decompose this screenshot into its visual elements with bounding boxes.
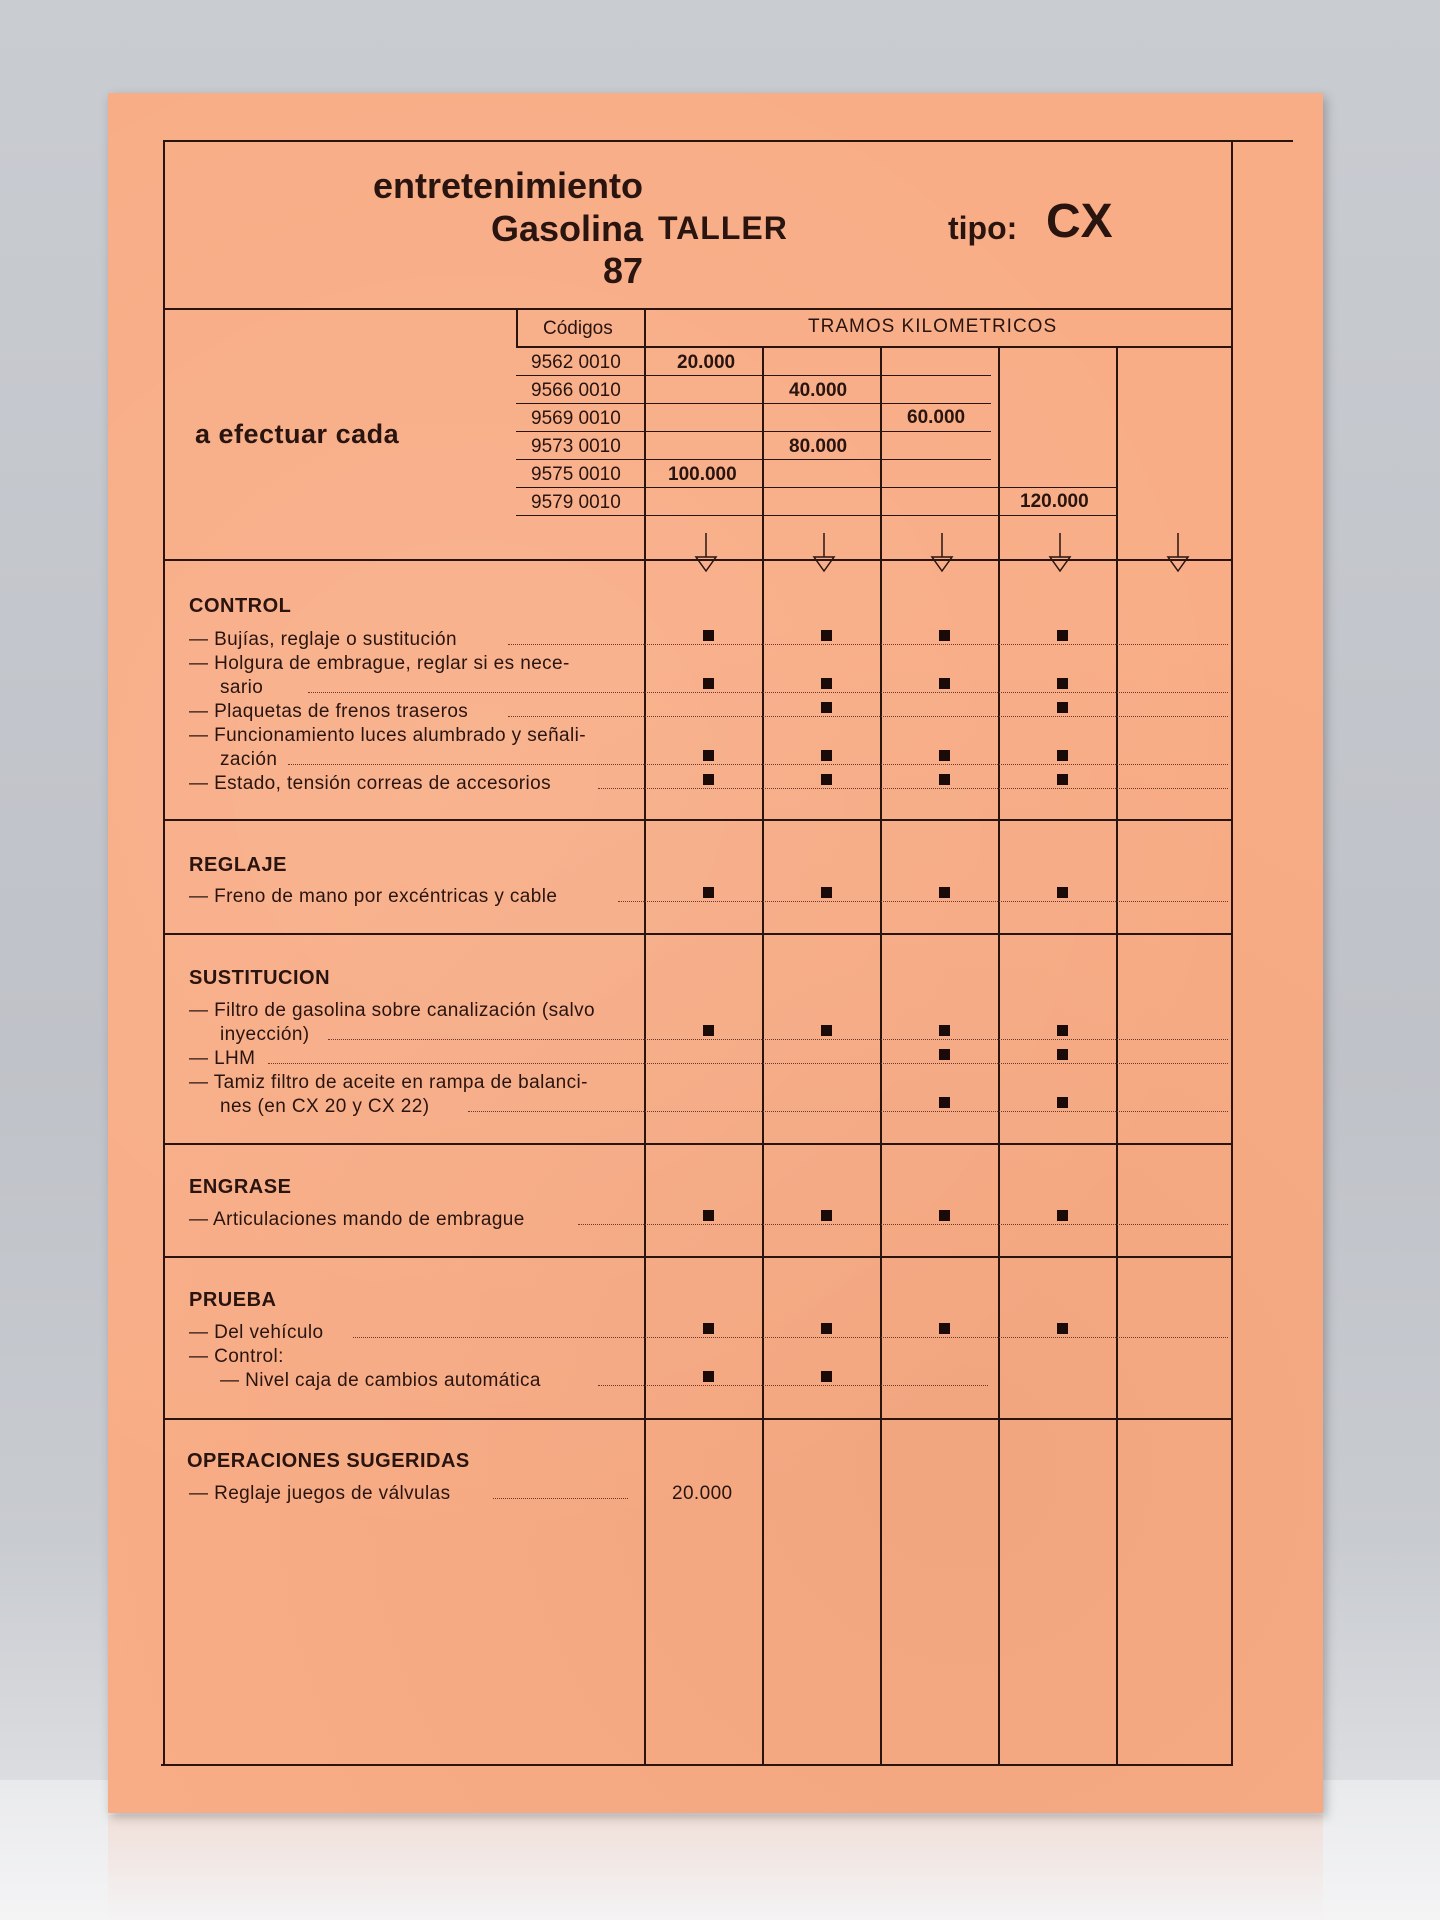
code-6: 9579 0010 — [531, 492, 621, 513]
dotted-leader — [598, 1385, 988, 1386]
control-item-3: — Plaquetas de frenos traseros — [189, 701, 469, 722]
row-line-3 — [516, 431, 991, 432]
check-mark — [703, 1210, 714, 1221]
code-3: 9569 0010 — [531, 408, 621, 429]
check-mark — [1057, 1210, 1068, 1221]
check-mark — [1057, 1025, 1068, 1036]
prueba-item-3: — Nivel caja de cambios automática — [220, 1370, 541, 1391]
check-mark — [939, 1025, 950, 1036]
dotted-leader — [578, 1224, 1228, 1225]
arrow-down-icon — [930, 533, 954, 575]
section-title-reglaje: REGLAJE — [189, 854, 287, 876]
control-item-1: — Bujías, reglaje o sustitución — [189, 629, 457, 650]
check-mark — [1057, 702, 1068, 713]
check-mark — [821, 1210, 832, 1221]
dotted-leader — [493, 1498, 628, 1499]
section-line-sustitucion — [163, 933, 1233, 935]
code-4: 9573 0010 — [531, 436, 621, 457]
check-mark — [821, 630, 832, 641]
check-mark — [821, 1371, 832, 1382]
km-40000: 40.000 — [789, 380, 848, 401]
codes-header: Códigos — [543, 318, 613, 339]
dotted-leader — [598, 788, 1228, 789]
section-title-sustitucion: SUSTITUCION — [189, 967, 331, 989]
codes-header-line — [516, 346, 1233, 348]
sustitucion-item-1b: inyección) — [220, 1024, 310, 1045]
codes-left — [516, 308, 518, 348]
check-mark — [939, 678, 950, 689]
dotted-leader — [268, 1063, 1228, 1064]
row-line-6 — [516, 515, 1116, 516]
control-item-4: — Funcionamiento luces alumbrado y señali- — [189, 725, 586, 746]
check-mark — [1057, 1097, 1068, 1108]
dotted-leader — [328, 1039, 1228, 1040]
km-60000: 60.000 — [907, 407, 966, 428]
codes-top — [516, 308, 1233, 310]
km-20000: 20.000 — [677, 352, 736, 373]
check-mark — [1057, 750, 1068, 761]
check-mark — [939, 774, 950, 785]
control-item-5: — Estado, tensión correas de accesorios — [189, 773, 551, 794]
prueba-item-2: — Control: — [189, 1346, 284, 1367]
section-title-control: CONTROL — [189, 595, 292, 617]
arrow-down-icon — [1048, 533, 1072, 575]
frame-bottom — [161, 1764, 1233, 1766]
dotted-leader — [468, 1111, 1228, 1112]
code-1: 9562 0010 — [531, 352, 621, 373]
km-120000: 120.000 — [1020, 491, 1089, 512]
section-title-engrase: ENGRASE — [189, 1176, 292, 1198]
check-mark — [939, 630, 950, 641]
check-mark — [821, 750, 832, 761]
sustitucion-item-2: — LHM — [189, 1048, 256, 1069]
dotted-leader — [618, 901, 1228, 902]
check-mark — [821, 1025, 832, 1036]
row-line-2 — [516, 403, 991, 404]
dotted-leader — [508, 644, 1228, 645]
check-mark — [1057, 1049, 1068, 1060]
sustitucion-item-1: — Filtro de gasolina sobre canalización (salvo — [189, 1000, 595, 1021]
section-title-prueba: PRUEBA — [189, 1289, 277, 1311]
check-mark — [939, 887, 950, 898]
check-mark — [821, 887, 832, 898]
check-mark — [703, 887, 714, 898]
check-mark — [1057, 1323, 1068, 1334]
check-mark — [939, 1323, 950, 1334]
check-mark — [939, 750, 950, 761]
code-2: 9566 0010 — [531, 380, 621, 401]
row-line-5 — [516, 487, 1116, 488]
check-mark — [939, 1210, 950, 1221]
check-mark — [1057, 774, 1068, 785]
prueba-item-1: — Del vehículo — [189, 1322, 324, 1343]
dotted-leader — [288, 764, 1228, 765]
title-line-2: Gasolina — [490, 208, 643, 249]
check-mark — [939, 1097, 950, 1108]
section-line-operaciones — [163, 1418, 1233, 1420]
control-item-4b: zación — [220, 749, 278, 770]
check-mark — [703, 750, 714, 761]
arrow-down-icon — [694, 533, 718, 575]
frame-top — [163, 140, 1293, 142]
check-mark — [703, 630, 714, 641]
km-100000: 100.000 — [668, 464, 737, 485]
operaciones-item-1: — Reglaje juegos de válvulas — [189, 1483, 451, 1504]
row-line-4 — [516, 459, 991, 460]
check-mark — [821, 1323, 832, 1334]
check-mark — [939, 1049, 950, 1060]
check-mark — [1057, 678, 1068, 689]
card-reflection — [108, 1815, 1323, 1920]
engrase-item-1: — Articulaciones mando de embrague — [189, 1209, 525, 1230]
a-efectuar-label: a efectuar cada — [195, 419, 400, 449]
maintenance-card — [108, 93, 1323, 1813]
check-mark — [1057, 887, 1068, 898]
reglaje-item-1: — Freno de mano por excéntricas y cable — [189, 886, 558, 907]
control-item-2b: sario — [220, 677, 264, 698]
arrow-down-icon — [1166, 533, 1190, 575]
taller-label: TALLER — [658, 210, 788, 246]
section-line-engrase — [163, 1143, 1233, 1145]
tipo-value: CX — [1046, 195, 1113, 248]
km-header: TRAMOS KILOMETRICOS — [808, 316, 1058, 337]
frame-right — [1231, 140, 1233, 1765]
row-line-1 — [516, 375, 991, 376]
dotted-leader — [308, 692, 1228, 693]
section-line-prueba — [163, 1256, 1233, 1258]
sustitucion-item-3b: nes (en CX 20 y CX 22) — [220, 1096, 430, 1117]
check-mark — [821, 678, 832, 689]
dotted-leader — [353, 1337, 1228, 1338]
title-line-3: 87 — [602, 250, 643, 291]
check-mark — [703, 678, 714, 689]
arrow-down-icon — [812, 533, 836, 575]
sustitucion-item-3: — Tamiz filtro de aceite en rampa de balanci- — [189, 1072, 588, 1093]
section-title-operaciones: OPERACIONES SUGERIDAS — [187, 1450, 470, 1472]
col-line-1 — [644, 308, 646, 1765]
dotted-leader — [508, 716, 1228, 717]
check-mark — [703, 774, 714, 785]
control-item-2: — Holgura de embrague, reglar si es nece- — [189, 653, 570, 674]
tipo-label: tipo: — [948, 210, 1018, 246]
section-line-reglaje — [163, 819, 1233, 821]
km-80000: 80.000 — [789, 436, 848, 457]
check-mark — [703, 1025, 714, 1036]
check-mark — [821, 774, 832, 785]
check-mark — [821, 702, 832, 713]
frame-left — [163, 140, 165, 1765]
operaciones-value: 20.000 — [672, 1483, 733, 1504]
check-mark — [703, 1371, 714, 1382]
section-line-control — [163, 559, 1233, 561]
title-line-1: entretenimiento — [372, 165, 643, 206]
code-5: 9575 0010 — [531, 464, 621, 485]
check-mark — [1057, 630, 1068, 641]
check-mark — [703, 1323, 714, 1334]
